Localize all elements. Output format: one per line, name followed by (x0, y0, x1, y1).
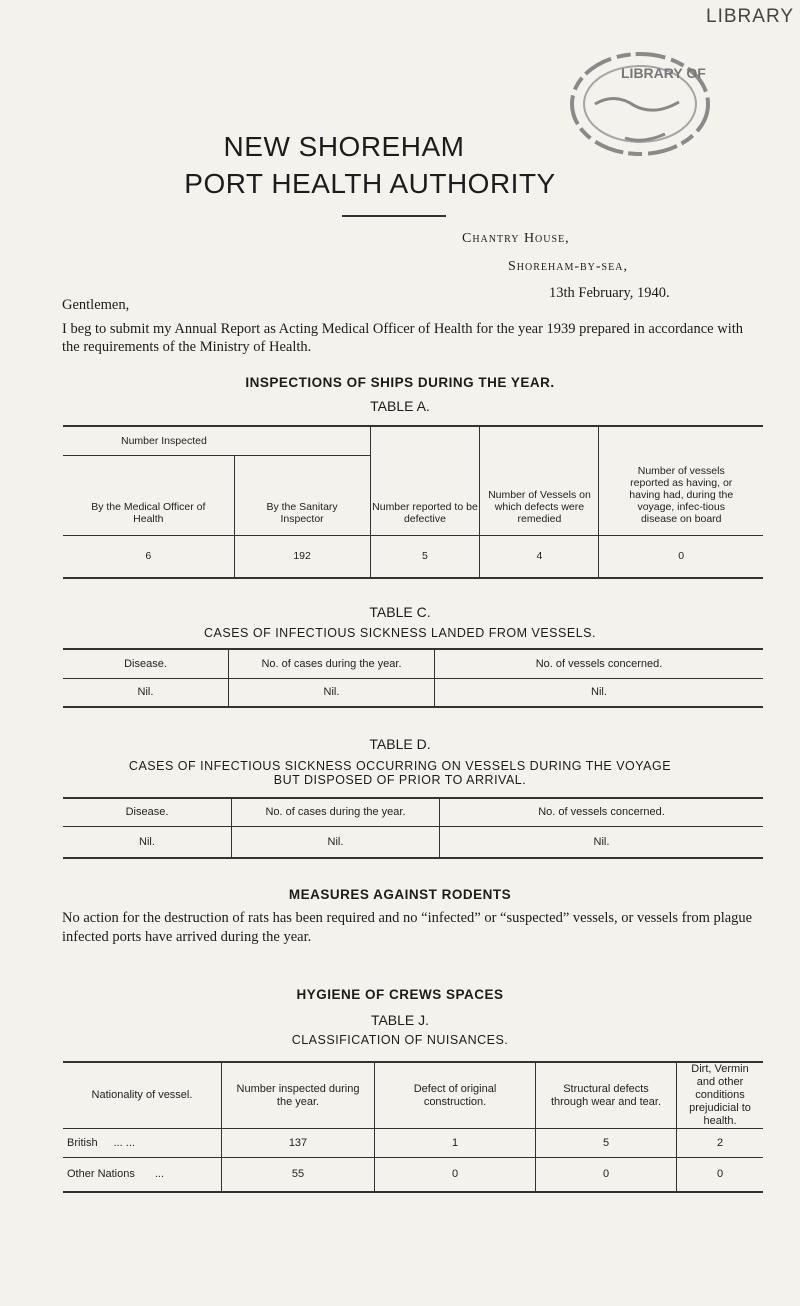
table-a-value: 5 (370, 535, 480, 578)
table-c-header: No. of vessels concerned. (535, 657, 663, 670)
remedied-header: Number of Vessels on which defects were remedied (480, 426, 599, 535)
table-d-cell: Nil. (593, 835, 610, 848)
table-j (63, 1061, 763, 1193)
number-inspected-header: Number Inspected (63, 426, 370, 455)
table-d (63, 797, 763, 859)
title-rule (342, 215, 446, 217)
table-d-subtitle-2: BUT DISPOSED OF PRIOR TO ARRIVAL. (273, 773, 527, 787)
table-a-value: 6 (63, 535, 234, 578)
table-j-cell: 5 (536, 1129, 677, 1158)
medical-officer-header: By the Medical Officer of Health (63, 455, 234, 535)
table-j-cell: 0 (716, 1167, 724, 1180)
table-d-title: TABLE D. (369, 736, 431, 752)
table-j-cell: 0 (536, 1158, 677, 1192)
title-line-1: NEW SHOREHAM (223, 131, 465, 162)
library-label: LIBRARY (706, 6, 794, 27)
table-j-title: TABLE J. (370, 1012, 430, 1028)
table-d-header: No. of vessels concerned. (538, 806, 665, 819)
table-a-value: 192 (234, 535, 370, 578)
table-j-header: Number inspected during the year. (222, 1062, 375, 1129)
rodents-paragraph: No action for the destruction of rats has been required and no “infected” or “suspected” vessels, or vessels from plague infected ports have arrived during the year. (62, 910, 753, 945)
table-a-value: 4 (480, 535, 599, 578)
table-j-cell: 0 (375, 1158, 536, 1192)
sanitary-inspector-header: By the Sanitary Inspector (266, 500, 338, 525)
table-j-header: Defect of original construction. (375, 1062, 536, 1129)
table-a-title: TABLE A. (370, 398, 430, 414)
table-d-cell: Nil. (63, 826, 232, 858)
table-j-header: Dirt, Vermin and other conditions prejudicial to health. (689, 1063, 751, 1127)
table-j-cell: 55 (222, 1158, 375, 1192)
title-line-2: PORT HEALTH AUTHORITY (184, 168, 556, 199)
hygiene-heading: HYGIENE OF CREWS SPACES (296, 987, 504, 1002)
table-j-subtitle: CLASSIFICATION OF NUISANCES. (291, 1033, 509, 1047)
table-j-header: Structural defects through wear and tear. (536, 1062, 677, 1129)
table-a-value: 0 (678, 550, 685, 563)
table-d-header: No. of cases during the year. (232, 798, 440, 826)
table-j-nationality: Other Nations ... (63, 1158, 222, 1192)
table-a (63, 425, 763, 579)
table-c-header: Disease. (63, 649, 229, 678)
address-line-2: Shoreham-by-sea, (508, 259, 628, 274)
infectious-disease-header: Number of vessels reported as having, or having had, during the voyage, infec-tious disease on board (629, 464, 734, 525)
table-j-nationality: British ... ... (63, 1129, 222, 1158)
table-j-header: Nationality of vessel. (63, 1062, 222, 1129)
table-c-title: TABLE C. (369, 604, 431, 620)
table-d-cell: Nil. (232, 826, 440, 858)
stamp-text: LIBRARY OF (621, 65, 706, 81)
table-c (63, 648, 763, 708)
inspections-heading: INSPECTIONS OF SHIPS DURING THE YEAR. (245, 375, 555, 390)
table-c-header: No. of cases during the year. (229, 649, 435, 678)
table-j-cell: 137 (222, 1129, 375, 1158)
table-d-subtitle-1: CASES OF INFECTIOUS SICKNESS OCCURRING ON VESSELS DURING THE VOYAGE (128, 759, 672, 773)
salutation: Gentlemen, (62, 297, 130, 313)
table-c-cell: Nil. (591, 686, 607, 699)
table-j-cell: 1 (375, 1129, 536, 1158)
intro-paragraph: I beg to submit my Annual Report as Acting Medical Officer of Health for the year 1939 prepared in accordance with the requirements of the Ministry of Health. (62, 321, 744, 355)
table-c-cell: Nil. (63, 678, 229, 707)
table-c-cell: Nil. (229, 678, 435, 707)
rodents-heading: MEASURES AGAINST RODENTS (288, 887, 512, 902)
address-line-1: Chantry House, (462, 231, 570, 246)
table-c-subtitle: CASES OF INFECTIOUS SICKNESS LANDED FROM VESSELS. (204, 626, 596, 640)
table-j-cell: 2 (716, 1136, 724, 1149)
table-d-header: Disease. (63, 798, 232, 826)
letter-date: 13th February, 1940. (549, 285, 670, 301)
defective-header: Number reported to be defective (370, 426, 480, 535)
